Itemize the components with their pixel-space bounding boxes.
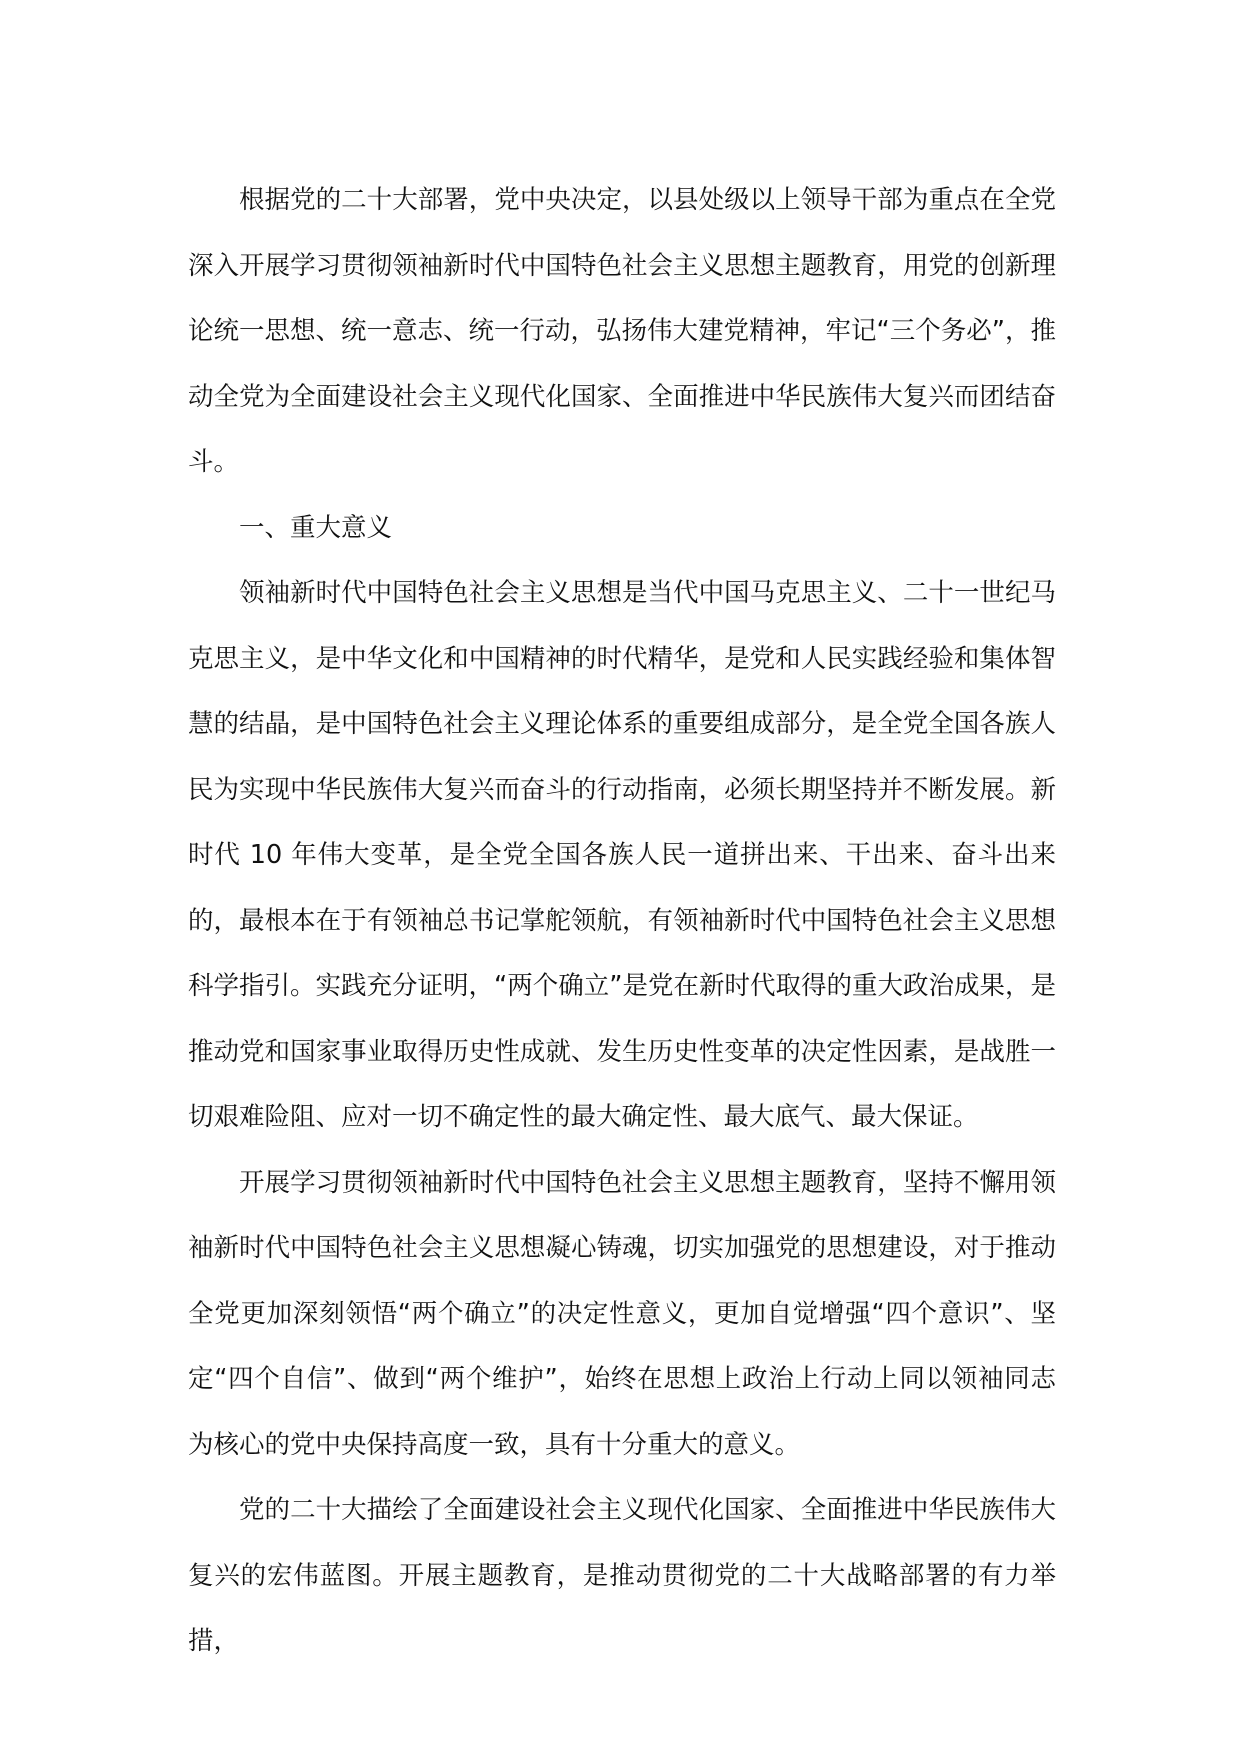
body-paragraph: 领袖新时代中国特色社会主义思想是当代中国马克思主义、二十一世纪马克思主义，是中华文化和中国精神的时代精华，是党和人民实践经验和集体智慧的结晶，是中国特色社会主义理论体系的重要组成部分，是全党全国各族人民为实现中华民族伟大复兴而奋斗的行动指南，必须长期坚持并不断发展。新时代 10 年伟大变革，是全党全国各族人民一道拼出来、干出来、奋斗出来的，最根本在于有领袖总书记掌舵领航，有领袖新时代中国特色社会主义思想科学指引。实践充分证明，“两个确立”是党在新时代取得的重大政治成果，是推动党和国家事业取得历史性成就、发生历史性变革的决定性因素，是战胜一切艰难险阻、应对一切不确定性的最大确定性、最大底气、最大保证。	[188, 578, 1056, 1132]
body-paragraph: 开展学习贯彻领袖新时代中国特色社会主义思想主题教育，坚持不懈用领袖新时代中国特色社会主义思想凝心铸魂，切实加强党的思想建设，对于推动全党更加深刻领悟“两个确立”的决定性意义，更加自觉增强“四个意识”、坚定“四个自信”、做到“两个维护”，始终在思想上政治上行动上同以领袖同志为核心的党中央保持高度一致，具有十分重大的意义。	[188, 1167, 1056, 1460]
body-paragraph: 党的二十大描绘了全面建设社会主义现代化国家、全面推进中华民族伟大复兴的宏伟蓝图。开展主题教育，是推动贯彻党的二十大战略部署的有力举措，	[188, 1495, 1056, 1656]
document-body	[188, 168, 1056, 1675]
section-heading-significance: 一、重大意义	[239, 512, 393, 543]
intro-paragraph: 根据党的二十大部署，党中央决定，以县处级以上领导干部为重点在全党深入开展学习贯彻领袖新时代中国特色社会主义思想主题教育，用党的创新理论统一思想、统一意志、统一行动，弘扬伟大建党精神，牢记“三个务必”，推动全党为全面建设社会主义现代化国家、全面推进中华民族伟大复兴而团结奋斗。	[188, 185, 1056, 477]
